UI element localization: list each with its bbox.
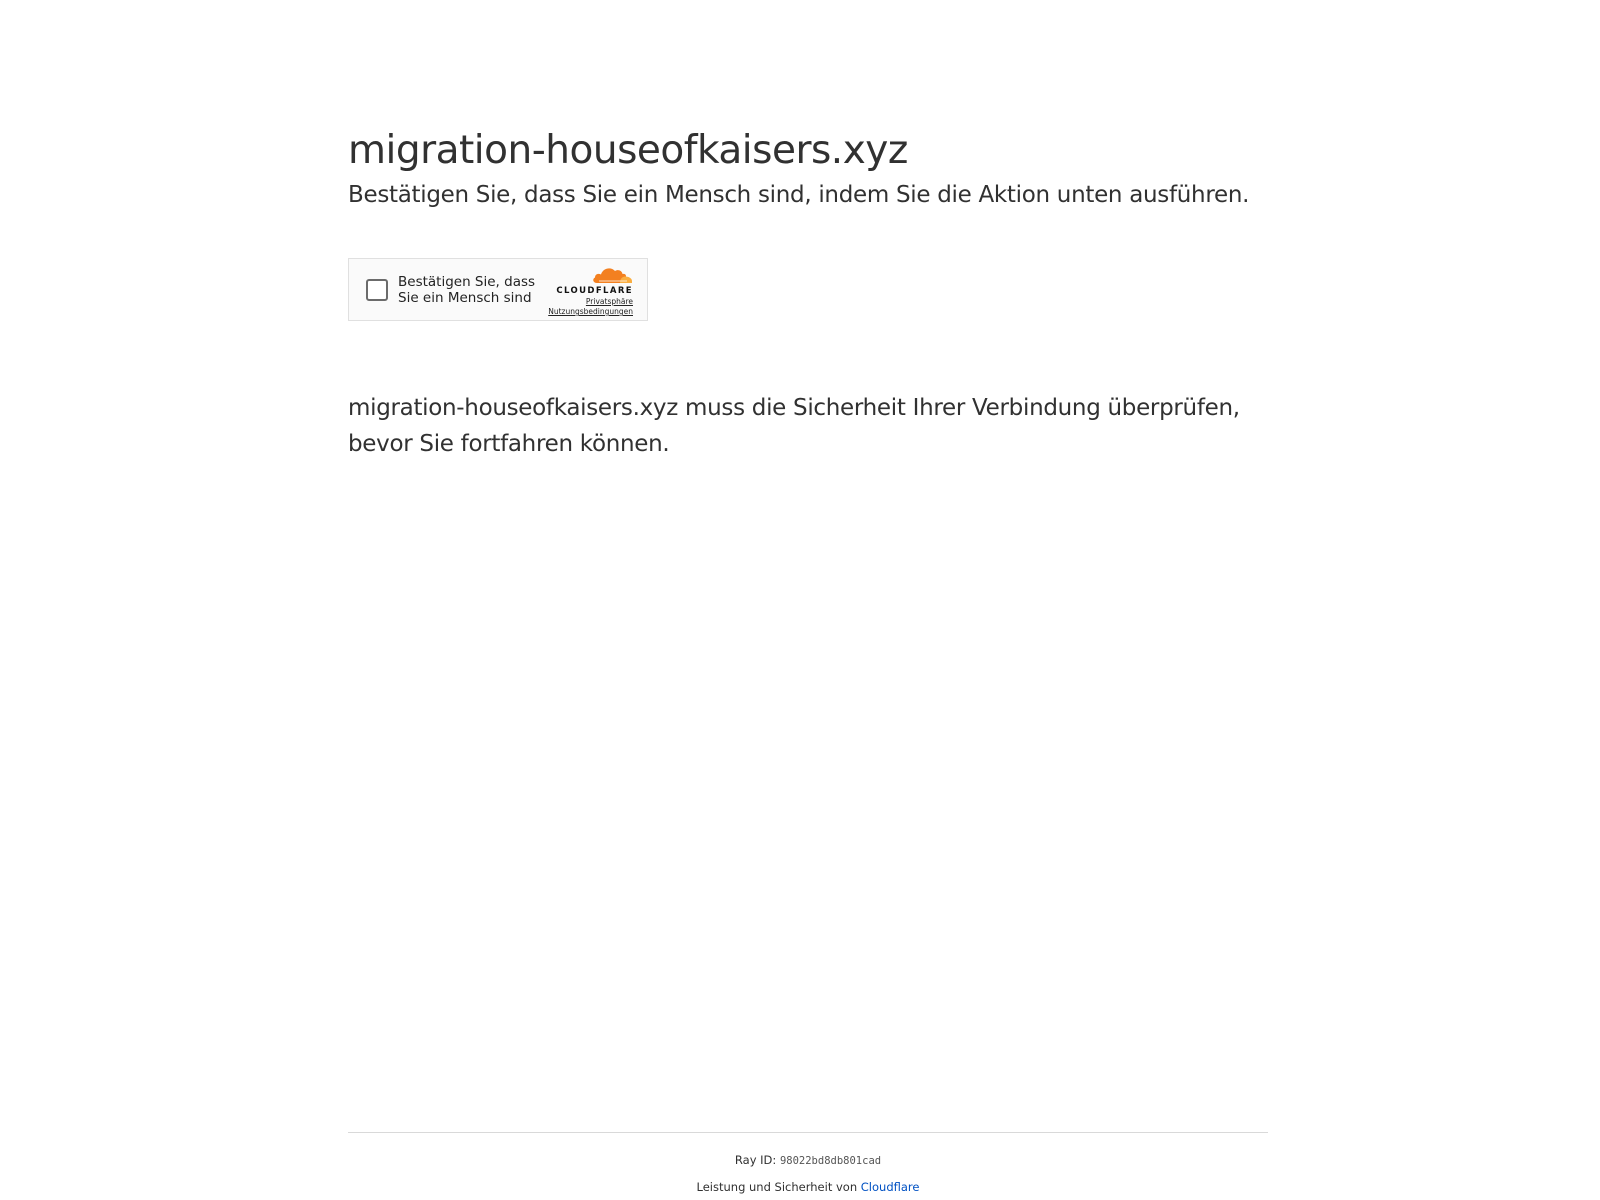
cloudflare-wordmark: CLOUDFLARE bbox=[556, 286, 633, 296]
page-subtitle: Bestätigen Sie, dass Sie ein Mensch sind, indem Sie die Aktion unten ausführen. bbox=[348, 181, 1250, 208]
turnstile-widget bbox=[348, 258, 648, 321]
cloudflare-link[interactable]: Cloudflare bbox=[860, 1180, 920, 1194]
cloudflare-cloud-icon bbox=[591, 265, 633, 285]
ray-id-label: Ray ID: bbox=[734, 1153, 777, 1167]
checkbox-label: Bestätigen Sie, dass Sie ein Mensch sind bbox=[398, 274, 536, 306]
performance-text: Leistung und Sicherheit von bbox=[696, 1180, 858, 1194]
performance-row bbox=[348, 1180, 1268, 1194]
main-content bbox=[348, 128, 1268, 457]
page-title: migration-houseofkaisers.xyz bbox=[348, 128, 908, 173]
footer bbox=[348, 1132, 1268, 1194]
human-verification-checkbox[interactable] bbox=[366, 279, 388, 301]
ray-id-row bbox=[348, 1153, 1268, 1167]
security-check-message: migration-houseofkaisers.xyz muss die Sicherheit Ihrer Verbindung überprüfen, bevor Sie fortfahren können. bbox=[348, 395, 1240, 457]
terms-link[interactable]: Nutzungsbedingungen bbox=[548, 307, 633, 316]
cloudflare-logo bbox=[551, 265, 633, 296]
widget-links bbox=[548, 297, 633, 317]
privacy-link[interactable]: Privatsphäre bbox=[585, 297, 633, 306]
ray-id-value: 98022bd8db801cad bbox=[779, 1155, 882, 1167]
